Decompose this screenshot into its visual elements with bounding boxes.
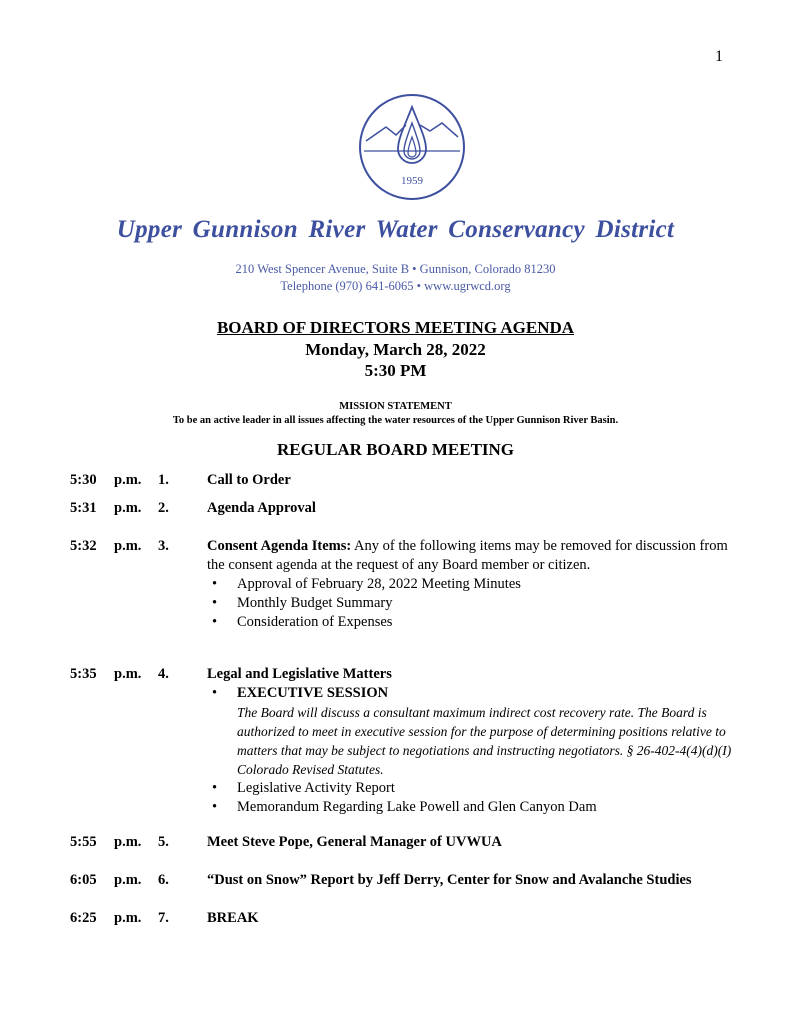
- bullet-item: • Approval of February 28, 2022 Meeting Minutes: [207, 575, 737, 594]
- item-time: 5:31: [70, 500, 97, 516]
- item-title: Legal and Legislative Matters: [207, 666, 392, 682]
- bullet-item: [207, 684, 737, 779]
- bullet-item: • Monthly Budget Summary: [207, 594, 737, 613]
- executive-session-title: EXECUTIVE SESSION: [237, 685, 389, 701]
- item-time: 6:05: [70, 872, 97, 888]
- item-description: Any of the following items may be removed for discussion from the consent agenda at the request of any Board member or citizen.: [207, 538, 728, 573]
- logo-year: 1959: [401, 175, 423, 187]
- bullet-item: • Consideration of Expenses: [207, 613, 737, 632]
- item-number: 3.: [158, 538, 169, 554]
- mission-statement: To be an active leader in all issues affecting the water resources of the Upper Gunnison River Basin.: [172, 415, 619, 426]
- district-logo: [358, 93, 466, 201]
- item-title: Meet Steve Pope, General Manager of UVWUA: [207, 834, 502, 850]
- item-title: “Dust on Snow” Report by Jeff Derry, Center for Snow and Avalanche Studies: [207, 872, 692, 888]
- bullet-list: [207, 575, 737, 632]
- page-number: 1: [715, 48, 723, 65]
- item-title: BREAK: [207, 910, 259, 926]
- item-time: 5:35: [70, 666, 97, 682]
- item-ampm: p.m.: [114, 500, 142, 516]
- item-number: 6.: [158, 872, 169, 888]
- item-ampm: p.m.: [114, 472, 142, 488]
- item-time: 5:30: [70, 472, 97, 488]
- item-ampm: p.m.: [114, 910, 142, 926]
- item-ampm: p.m.: [114, 872, 142, 888]
- organization-name: Upper Gunnison River Water Conservancy District: [116, 216, 675, 243]
- item-title: Call to Order: [207, 472, 291, 488]
- organization-address: 210 West Spencer Avenue, Suite B • Gunnison, Colorado 81230: [235, 262, 556, 276]
- executive-session-description: The Board will discuss a consultant maximum indirect cost recovery rate. The Board is authorized to meet in executive session for the purpose of determining positions relative to matters that may be subject to negotiations and instructing negotiators. § 26-402-4(4)(d)(I) Colorado Revised Statutes.: [237, 705, 732, 777]
- item-ampm: p.m.: [114, 666, 142, 682]
- item-time: 5:32: [70, 538, 97, 554]
- item-title: Agenda Approval: [207, 500, 316, 516]
- meeting-date: Monday, March 28, 2022: [305, 340, 486, 359]
- item-time: 6:25: [70, 910, 97, 926]
- agenda-title: BOARD OF DIRECTORS MEETING AGENDA: [216, 318, 575, 337]
- bullet-list: [207, 684, 737, 817]
- mission-heading: MISSION STATEMENT: [339, 401, 452, 412]
- item-number: 1.: [158, 472, 169, 488]
- item-number: 5.: [158, 834, 169, 850]
- item-number: 2.: [158, 500, 169, 516]
- item-time: 5:55: [70, 834, 97, 850]
- item-title: Consent Agenda Items:: [207, 538, 352, 554]
- meeting-time: 5:30 PM: [364, 361, 427, 380]
- section-heading: REGULAR BOARD MEETING: [276, 440, 515, 459]
- item-ampm: p.m.: [114, 538, 142, 554]
- bullet-item: • Memorandum Regarding Lake Powell and Glen Canyon Dam: [207, 798, 737, 817]
- item-ampm: p.m.: [114, 834, 142, 850]
- item-number: 4.: [158, 666, 169, 682]
- organization-phone: Telephone (970) 641-6065 • www.ugrwcd.org: [280, 279, 511, 293]
- bullet-item: • Legislative Activity Report: [207, 779, 737, 798]
- item-number: 7.: [158, 910, 169, 926]
